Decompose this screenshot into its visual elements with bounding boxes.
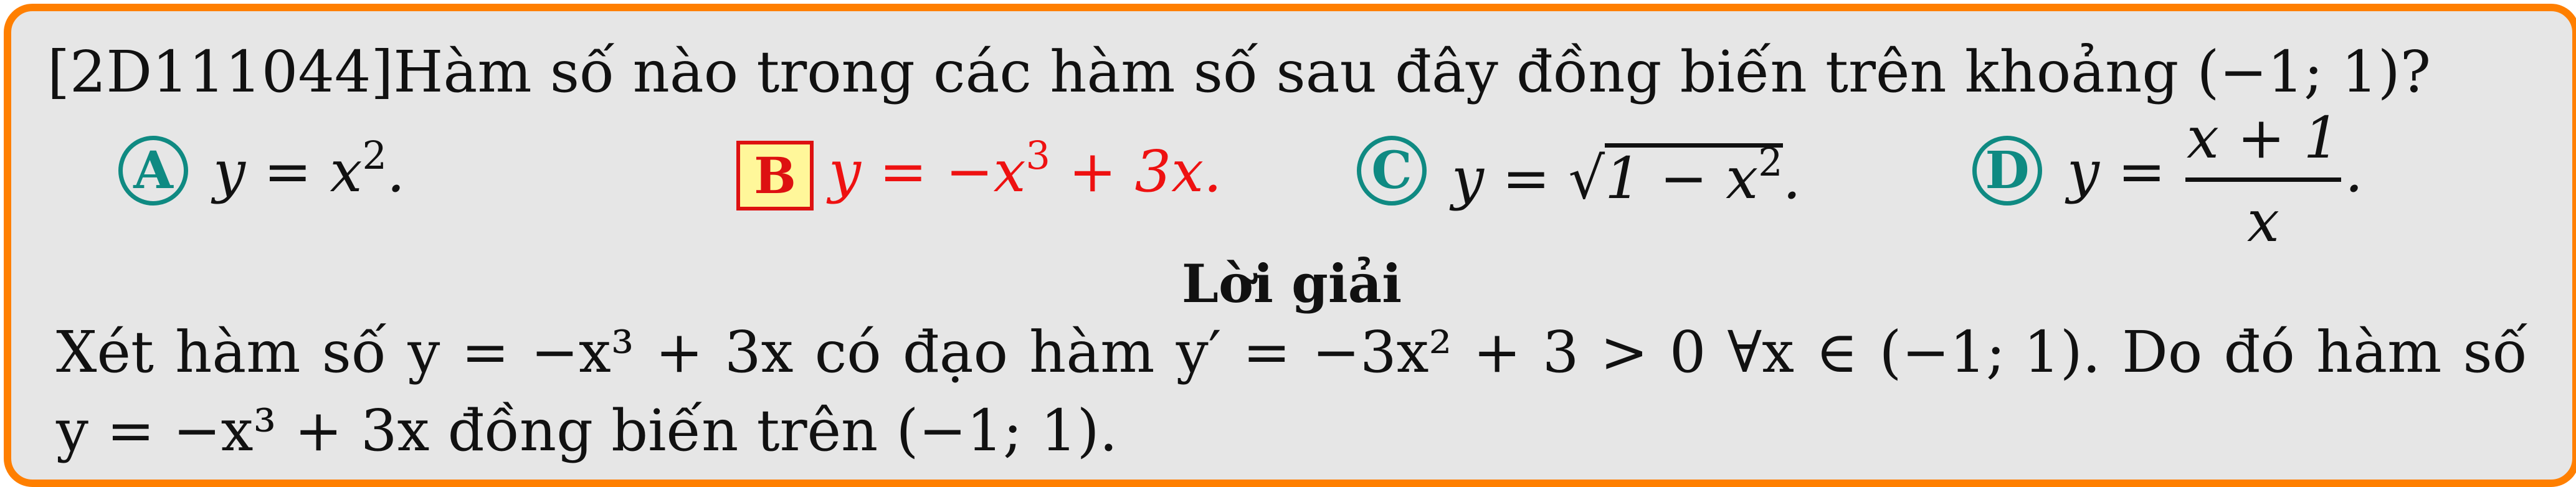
- solution-token: đó: [2223, 319, 2295, 385]
- solution-token: −x³: [530, 319, 634, 385]
- solution-token: y′: [1176, 319, 1222, 385]
- option-c-badge[interactable]: C: [1357, 136, 1427, 206]
- solution-token: y: [407, 319, 440, 385]
- option-b-expr[interactable]: $y = -x^3 + 3x$.: [829, 133, 1222, 205]
- solution-token: ∈: [1815, 319, 1858, 385]
- question-text: Hàm số nào trong các hàm số sau đây đồng biến trên khoảng (−1; 1)?: [393, 39, 2431, 105]
- solution-token: −3x²: [1312, 319, 1452, 385]
- solution-token: 0: [1669, 319, 1706, 385]
- option-b-badge-selected[interactable]: B: [736, 141, 814, 210]
- option-a-expr[interactable]: $y = x^2$.: [213, 133, 406, 205]
- solution-token: ∀x: [1727, 319, 1795, 385]
- option-c-expr[interactable]: $y = √1 - x^2$.: [1452, 139, 1801, 212]
- solution-token: Do: [2122, 319, 2203, 385]
- option-d-badge[interactable]: D: [1972, 136, 2042, 206]
- solution-line-1: [56, 319, 2527, 385]
- solution-token: =: [1242, 319, 1291, 385]
- solution-token: đạo: [902, 319, 1008, 385]
- solution-token: =: [461, 319, 510, 385]
- solution-body: [56, 319, 2527, 464]
- solution-line-2: y = −x³ + 3x đồng biến trên (−1; 1).: [56, 397, 1118, 464]
- solution-token: hàm: [1029, 319, 1155, 385]
- question-card: [4, 4, 2576, 487]
- option-d-suffix: .: [2345, 138, 2364, 205]
- question-code: [2D111044]: [47, 39, 394, 105]
- solution-title: Lời giải: [1181, 253, 1402, 314]
- solution-token: có: [814, 319, 882, 385]
- solution-token: 3x: [725, 319, 794, 385]
- solution-token: hàm: [175, 319, 301, 385]
- option-d-fraction[interactable]: x + 1 x: [2187, 105, 2340, 255]
- solution-token: +: [1473, 319, 1521, 385]
- solution-token: Xét: [56, 319, 154, 385]
- solution-token: (−1; 1).: [1879, 319, 2101, 385]
- solution-token: số: [321, 319, 387, 385]
- solution-token: +: [655, 319, 703, 385]
- solution-token: >: [1600, 319, 1648, 385]
- solution-token: số: [2463, 319, 2527, 385]
- solution-token: hàm: [2316, 319, 2442, 385]
- option-d-prefix[interactable]: y =: [2067, 138, 2166, 205]
- option-a-badge[interactable]: A: [118, 136, 188, 206]
- solution-token: 3: [1542, 319, 1579, 385]
- fraction-bar: [2185, 177, 2341, 182]
- question-line: [47, 39, 2431, 105]
